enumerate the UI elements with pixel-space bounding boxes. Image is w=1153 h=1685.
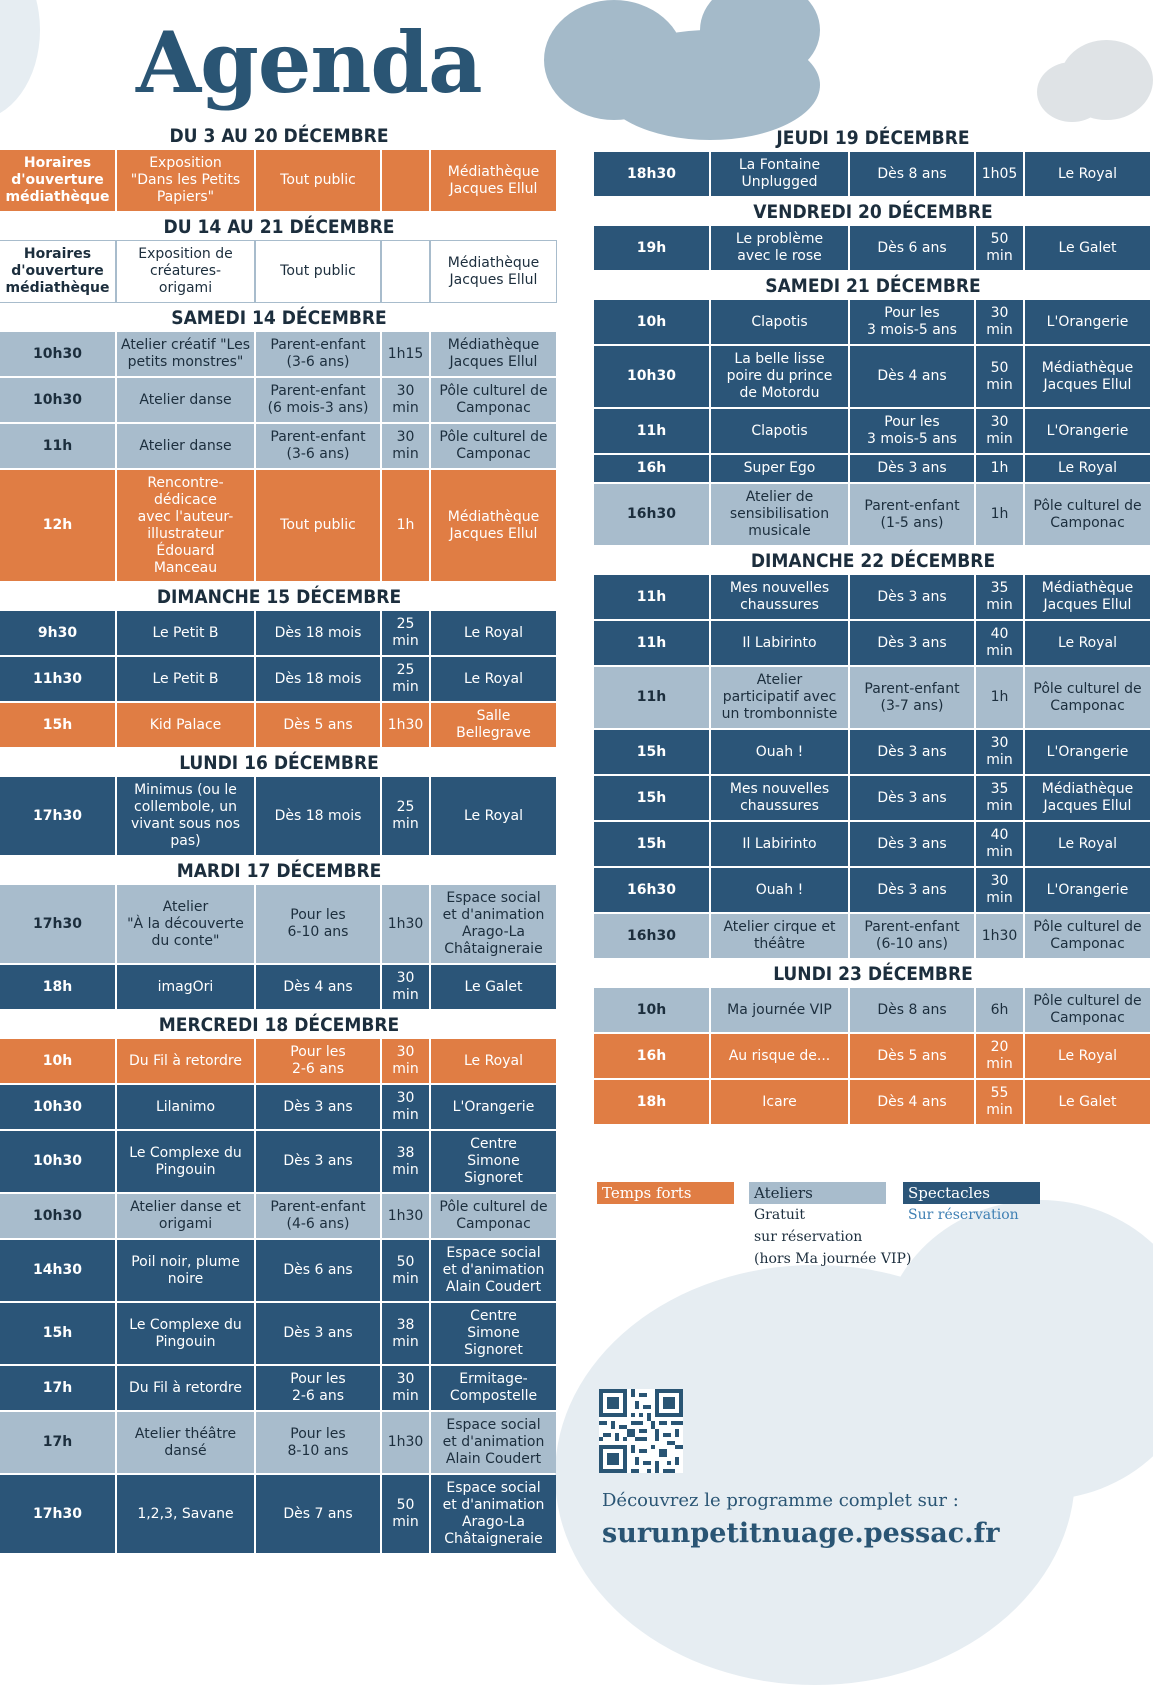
event-duration: 38 min	[382, 1303, 429, 1364]
event-age: Pour les 3 mois-5 ans	[850, 409, 974, 453]
event-event: Le problème avec le rose	[711, 226, 848, 270]
event-place: Pôle culturel de Camponac	[1025, 988, 1150, 1032]
event-age: Tout public	[256, 470, 380, 581]
event-duration	[382, 150, 429, 211]
legend-spectacles-note: Sur réservation	[908, 1207, 1019, 1223]
event-place: Centre Simone Signoret	[431, 1303, 556, 1364]
event-age: Dès 3 ans	[850, 730, 974, 774]
event-event: Clapotis	[711, 409, 848, 453]
event-row	[594, 822, 1152, 866]
event-event: Icare	[711, 1080, 848, 1124]
footer-website-link[interactable]: surunpetitnuage.pessac.fr	[602, 1518, 1000, 1549]
event-place: Médiathèque Jacques Ellul	[431, 241, 556, 302]
event-place: Le Royal	[1025, 621, 1150, 665]
event-row	[594, 226, 1152, 270]
event-place: Médiathèque Jacques Ellul	[1025, 776, 1150, 820]
agenda-left-column	[0, 122, 558, 1555]
event-duration: 20 min	[976, 1034, 1023, 1078]
event-place: Pôle culturel de Camponac	[1025, 484, 1150, 545]
legend-ateliers	[749, 1182, 912, 1270]
event-event: Ouah !	[711, 868, 848, 912]
event-duration: 50 min	[382, 1240, 429, 1301]
event-place: Pôle culturel de Camponac	[431, 424, 556, 468]
day-heading: SAMEDI 21 DÉCEMBRE	[765, 275, 981, 297]
event-age: Dès 18 mois	[256, 657, 380, 701]
event-duration: 30 min	[382, 1039, 429, 1083]
event-event: Atelier danse et origami	[117, 1194, 254, 1238]
event-duration: 30 min	[976, 868, 1023, 912]
event-duration: 30 min	[382, 1366, 429, 1410]
event-age: Dès 18 mois	[256, 777, 380, 855]
event-event: Atelier "À la découverte du conte"	[117, 885, 254, 963]
event-row	[0, 657, 558, 701]
legend-ateliers-label: Ateliers	[749, 1182, 886, 1204]
page-title: Agenda	[136, 13, 482, 112]
event-duration: 25 min	[382, 777, 429, 855]
event-age: Parent-enfant (6-10 ans)	[850, 914, 974, 958]
day-heading: DU 3 AU 20 DÉCEMBRE	[169, 125, 389, 147]
event-place: Le Galet	[1025, 226, 1150, 270]
event-place: Médiathèque Jacques Ellul	[431, 150, 556, 211]
day-heading: JEUDI 19 DÉCEMBRE	[776, 127, 970, 149]
event-place: Le Galet	[1025, 1080, 1150, 1124]
event-event: Du Fil à retordre	[117, 1039, 254, 1083]
event-row	[594, 621, 1152, 665]
cloud-decoration	[1060, 40, 1153, 120]
event-place: Le Royal	[1025, 152, 1150, 196]
event-age: Parent-enfant (1-5 ans)	[850, 484, 974, 545]
event-event: Mes nouvelles chaussures	[711, 776, 848, 820]
event-event: Atelier participatif avec un trombonniste	[711, 667, 848, 728]
event-place: L'Orangerie	[1025, 409, 1150, 453]
event-time: 10h30	[594, 346, 709, 407]
event-row	[594, 914, 1152, 958]
event-duration: 30 min	[382, 1085, 429, 1129]
event-time: 16h30	[594, 868, 709, 912]
event-row	[0, 150, 558, 211]
event-event: Le Complexe du Pingouin	[117, 1303, 254, 1364]
event-row	[594, 1080, 1152, 1124]
qr-code[interactable]	[599, 1389, 683, 1473]
event-event: Atelier théâtre dansé	[117, 1412, 254, 1473]
event-duration: 1h30	[382, 885, 429, 963]
event-row	[0, 965, 558, 1009]
event-event: Le Complexe du Pingouin	[117, 1131, 254, 1192]
event-place: Espace social et d'animation Arago-La Châtaigneraie	[431, 1475, 556, 1553]
event-row	[594, 152, 1152, 196]
event-age: Dès 3 ans	[256, 1131, 380, 1192]
event-row	[594, 409, 1152, 453]
event-event: Le Petit B	[117, 657, 254, 701]
event-time: 17h	[0, 1412, 115, 1473]
event-row	[0, 1475, 558, 1553]
day-heading: DU 14 AU 21 DÉCEMBRE	[163, 216, 395, 238]
event-row	[594, 346, 1152, 407]
event-time: 11h	[594, 667, 709, 728]
event-duration: 30 min	[382, 424, 429, 468]
legend-temps-forts	[597, 1182, 734, 1204]
event-duration: 1h15	[382, 332, 429, 376]
event-age: Dès 5 ans	[850, 1034, 974, 1078]
event-time: 17h30	[0, 885, 115, 963]
day-heading: MERCREDI 18 DÉCEMBRE	[158, 1014, 400, 1036]
event-duration: 35 min	[976, 776, 1023, 820]
event-duration: 1h	[382, 470, 429, 581]
event-place: Le Galet	[431, 965, 556, 1009]
event-row	[594, 667, 1152, 728]
event-age: Parent-enfant (6 mois-3 ans)	[256, 378, 380, 422]
event-place: Espace social et d'animation Alain Coudert	[431, 1412, 556, 1473]
event-row	[594, 575, 1152, 619]
event-time: 17h30	[0, 777, 115, 855]
event-row	[594, 455, 1152, 482]
event-age: Dès 6 ans	[256, 1240, 380, 1301]
event-age: Pour les 2-6 ans	[256, 1039, 380, 1083]
event-place: Ermitage- Compostelle	[431, 1366, 556, 1410]
event-age: Dès 3 ans	[256, 1303, 380, 1364]
event-age: Pour les 8-10 ans	[256, 1412, 380, 1473]
event-time: 17h	[0, 1366, 115, 1410]
event-duration: 38 min	[382, 1131, 429, 1192]
event-age: Dès 6 ans	[850, 226, 974, 270]
event-duration: 1h30	[382, 1194, 429, 1238]
day-heading: VENDREDI 20 DÉCEMBRE	[753, 201, 993, 223]
event-duration: 6h	[976, 988, 1023, 1032]
event-event: imagOri	[117, 965, 254, 1009]
event-time: 15h	[594, 776, 709, 820]
event-row	[594, 1034, 1152, 1078]
event-row	[0, 378, 558, 422]
event-row	[594, 730, 1152, 774]
event-row	[594, 776, 1152, 820]
event-place: Médiathèque Jacques Ellul	[431, 332, 556, 376]
event-duration	[382, 241, 429, 302]
event-event: Atelier créatif "Les petits monstres"	[117, 332, 254, 376]
event-place: L'Orangerie	[1025, 868, 1150, 912]
event-time: 11h	[0, 424, 115, 468]
event-row	[594, 868, 1152, 912]
event-event: Il Labirinto	[711, 621, 848, 665]
event-duration: 25 min	[382, 657, 429, 701]
legend-temps-forts-label: Temps forts	[597, 1182, 734, 1204]
event-row	[0, 470, 558, 581]
event-duration: 1h	[976, 455, 1023, 482]
event-event: Il Labirinto	[711, 822, 848, 866]
event-row	[594, 988, 1152, 1032]
event-time: 10h30	[0, 332, 115, 376]
event-duration: 55 min	[976, 1080, 1023, 1124]
legend	[597, 1182, 1057, 1282]
event-place: Médiathèque Jacques Ellul	[431, 470, 556, 581]
event-age: Tout public	[256, 150, 380, 211]
event-time: 10h30	[0, 378, 115, 422]
event-time: 15h	[594, 730, 709, 774]
event-duration: 40 min	[976, 822, 1023, 866]
event-time: 19h	[594, 226, 709, 270]
event-age: Dès 3 ans	[850, 455, 974, 482]
event-age: Pour les 2-6 ans	[256, 1366, 380, 1410]
event-duration: 30 min	[382, 965, 429, 1009]
event-row	[594, 300, 1152, 344]
event-duration: 50 min	[976, 226, 1023, 270]
event-place: Le Royal	[431, 657, 556, 701]
event-duration: 30 min	[976, 409, 1023, 453]
event-place: Espace social et d'animation Alain Coudert	[431, 1240, 556, 1301]
event-place: Salle Bellegrave	[431, 703, 556, 747]
event-event: Exposition de créatures- origami	[117, 241, 254, 302]
event-time: 16h	[594, 1034, 709, 1078]
event-place: Médiathèque Jacques Ellul	[1025, 575, 1150, 619]
event-event: Atelier danse	[117, 378, 254, 422]
event-place: Le Royal	[1025, 455, 1150, 482]
event-place: Le Royal	[431, 1039, 556, 1083]
event-event: Super Ego	[711, 455, 848, 482]
event-time: 17h30	[0, 1475, 115, 1553]
event-duration: 25 min	[382, 611, 429, 655]
event-age: Parent-enfant (3-6 ans)	[256, 424, 380, 468]
event-place: Pôle culturel de Camponac	[1025, 667, 1150, 728]
event-event: Minimus (ou le collembole, un vivant sous nos pas)	[117, 777, 254, 855]
event-place: Pôle culturel de Camponac	[1025, 914, 1150, 958]
event-event: Clapotis	[711, 300, 848, 344]
event-age: Dès 4 ans	[850, 346, 974, 407]
day-heading: DIMANCHE 15 DÉCEMBRE	[156, 586, 402, 608]
footer-discover-text: Découvrez le programme complet sur :	[602, 1490, 959, 1511]
event-place: Pôle culturel de Camponac	[431, 1194, 556, 1238]
event-age: Pour les 6-10 ans	[256, 885, 380, 963]
event-row	[594, 484, 1152, 545]
event-duration: 1h30	[382, 1412, 429, 1473]
event-age: Dès 3 ans	[850, 776, 974, 820]
event-time: 15h	[0, 703, 115, 747]
event-time: 18h30	[594, 152, 709, 196]
event-time: 10h	[594, 300, 709, 344]
event-event: Ouah !	[711, 730, 848, 774]
event-row	[0, 1366, 558, 1410]
event-time: 10h30	[0, 1194, 115, 1238]
event-duration: 50 min	[976, 346, 1023, 407]
event-event: Du Fil à retordre	[117, 1366, 254, 1410]
event-time: 15h	[594, 822, 709, 866]
event-age: Parent-enfant (3-7 ans)	[850, 667, 974, 728]
event-place: L'Orangerie	[1025, 730, 1150, 774]
event-row	[0, 885, 558, 963]
event-time: 11h30	[0, 657, 115, 701]
event-time: 16h30	[594, 484, 709, 545]
event-time: 10h	[0, 1039, 115, 1083]
event-duration: 40 min	[976, 621, 1023, 665]
event-row	[0, 1194, 558, 1238]
event-time: 9h30	[0, 611, 115, 655]
event-age: Dès 7 ans	[256, 1475, 380, 1553]
event-row	[0, 1412, 558, 1473]
event-event: Rencontre- dédicace avec l'auteur- illustrateur Édouard Manceau	[117, 470, 254, 581]
event-age: Parent-enfant (3-6 ans)	[256, 332, 380, 376]
event-event: Lilanimo	[117, 1085, 254, 1129]
day-heading: SAMEDI 14 DÉCEMBRE	[171, 307, 387, 329]
event-age: Dès 3 ans	[850, 575, 974, 619]
event-event: Au risque de...	[711, 1034, 848, 1078]
event-time: 15h	[0, 1303, 115, 1364]
event-row	[0, 1303, 558, 1364]
day-heading: MARDI 17 DÉCEMBRE	[176, 860, 382, 882]
event-row	[0, 1039, 558, 1083]
event-event: Kid Palace	[117, 703, 254, 747]
event-duration: 1h30	[976, 914, 1023, 958]
event-duration: 50 min	[382, 1475, 429, 1553]
event-place: Le Royal	[1025, 822, 1150, 866]
cloud-decoration	[0, 0, 40, 120]
event-age: Dès 18 mois	[256, 611, 380, 655]
event-time: 16h	[594, 455, 709, 482]
event-event: La belle lisse poire du prince de Motordu	[711, 346, 848, 407]
event-time: 12h	[0, 470, 115, 581]
event-event: Poil noir, plume noire	[117, 1240, 254, 1301]
event-age: Tout public	[256, 241, 380, 302]
event-time: 14h30	[0, 1240, 115, 1301]
event-place: L'Orangerie	[1025, 300, 1150, 344]
day-heading: LUNDI 23 DÉCEMBRE	[773, 963, 973, 985]
day-heading: LUNDI 16 DÉCEMBRE	[179, 752, 379, 774]
event-time: 10h30	[0, 1085, 115, 1129]
event-row	[0, 1131, 558, 1192]
event-row	[0, 777, 558, 855]
event-time: 11h	[594, 621, 709, 665]
event-time: Horaires d'ouverture médiathèque	[0, 241, 115, 302]
event-time: 18h	[594, 1080, 709, 1124]
event-place: Pôle culturel de Camponac	[431, 378, 556, 422]
event-time: 11h	[594, 409, 709, 453]
event-time: 16h30	[594, 914, 709, 958]
event-duration: 35 min	[976, 575, 1023, 619]
event-age: Dès 3 ans	[850, 621, 974, 665]
event-age: Dès 8 ans	[850, 152, 974, 196]
event-age: Dès 3 ans	[850, 822, 974, 866]
event-age: Dès 3 ans	[850, 868, 974, 912]
event-event: Atelier danse	[117, 424, 254, 468]
event-place: Médiathèque Jacques Ellul	[1025, 346, 1150, 407]
event-age: Dès 4 ans	[256, 965, 380, 1009]
event-event: Ma journée VIP	[711, 988, 848, 1032]
event-row	[0, 424, 558, 468]
event-row	[0, 1240, 558, 1301]
event-age: Dès 8 ans	[850, 988, 974, 1032]
event-row	[0, 1085, 558, 1129]
event-duration: 30 min	[382, 378, 429, 422]
day-heading: DIMANCHE 22 DÉCEMBRE	[750, 550, 996, 572]
event-row	[0, 241, 558, 302]
event-time: Horaires d'ouverture médiathèque	[0, 150, 115, 211]
event-place: Le Royal	[1025, 1034, 1150, 1078]
event-event: Exposition "Dans les Petits Papiers"	[117, 150, 254, 211]
event-place: Centre Simone Signoret	[431, 1131, 556, 1192]
event-row	[0, 703, 558, 747]
event-place: Le Royal	[431, 777, 556, 855]
event-age: Dès 3 ans	[256, 1085, 380, 1129]
event-duration: 1h30	[382, 703, 429, 747]
event-time: 10h	[594, 988, 709, 1032]
event-time: 11h	[594, 575, 709, 619]
legend-spectacles-label: Spectacles	[903, 1182, 1040, 1204]
event-time: 10h30	[0, 1131, 115, 1192]
legend-spectacles	[903, 1182, 1040, 1226]
event-age: Pour les 3 mois-5 ans	[850, 300, 974, 344]
event-event: 1,2,3, Savane	[117, 1475, 254, 1553]
event-duration: 30 min	[976, 300, 1023, 344]
event-event: La Fontaine Unplugged	[711, 152, 848, 196]
event-row	[0, 611, 558, 655]
event-event: Atelier cirque et théâtre	[711, 914, 848, 958]
event-place: L'Orangerie	[431, 1085, 556, 1129]
event-age: Dès 5 ans	[256, 703, 380, 747]
event-time: 18h	[0, 965, 115, 1009]
event-duration: 1h	[976, 667, 1023, 728]
agenda-right-column	[594, 124, 1152, 1126]
event-duration: 1h	[976, 484, 1023, 545]
event-event: Le Petit B	[117, 611, 254, 655]
event-place: Espace social et d'animation Arago-La Châtaigneraie	[431, 885, 556, 963]
legend-ateliers-note: Gratuit sur réservation (hors Ma journée VIP)	[754, 1207, 912, 1267]
event-duration: 30 min	[976, 730, 1023, 774]
event-place: Le Royal	[431, 611, 556, 655]
event-age: Dès 4 ans	[850, 1080, 974, 1124]
event-age: Parent-enfant (4-6 ans)	[256, 1194, 380, 1238]
event-event: Mes nouvelles chaussures	[711, 575, 848, 619]
event-duration: 1h05	[976, 152, 1023, 196]
event-row	[0, 332, 558, 376]
event-event: Atelier de sensibilisation musicale	[711, 484, 848, 545]
